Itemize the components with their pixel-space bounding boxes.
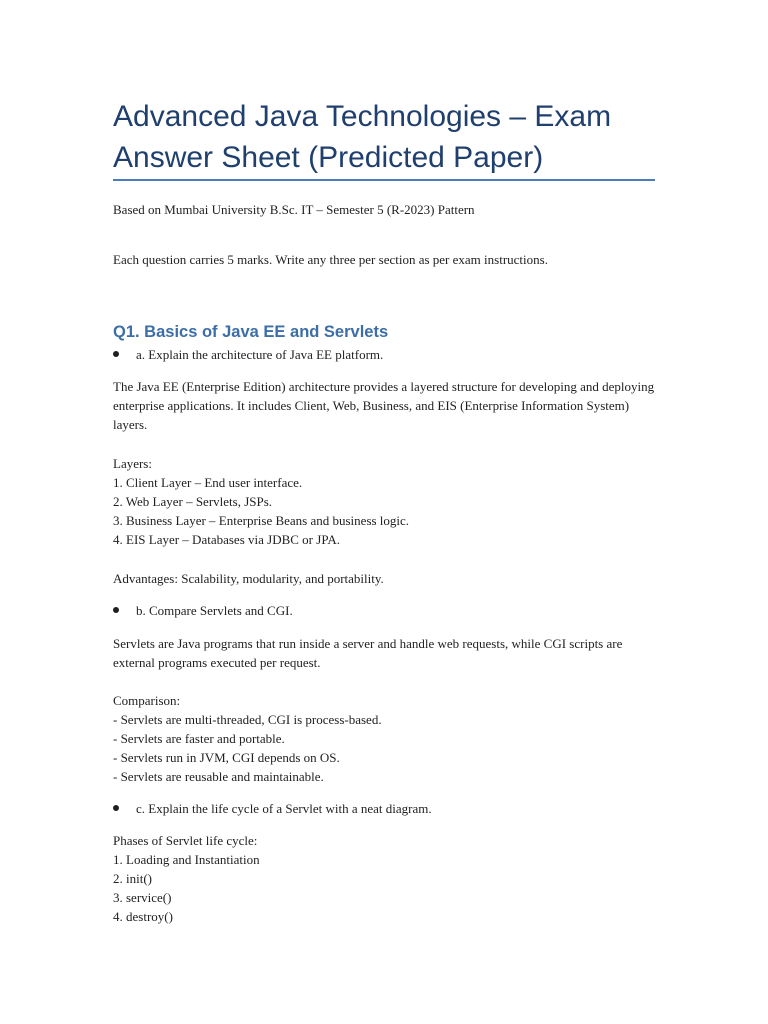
document-title: Advanced Java Technologies – Exam Answer Sheet (Predicted Paper) [113,100,612,174]
bullet-icon [113,805,119,811]
title-divider [113,179,655,181]
question-c-text: c. Explain the life cycle of a Servlet with a neat diagram. [136,801,432,816]
answer-b-intro: Servlets are Java programs that run inside a server and handle web requests, while CGI scripts are external programs executed per request. [113,636,623,670]
answer-c-phases: Phases of Servlet life cycle: 1. Loading and Instantiation 2. init() 3. service() 4. destroy() [113,833,260,924]
document-subtitle: Based on Mumbai University B.Sc. IT – Semester 5 (R-2023) Pattern [113,202,475,217]
question-a-text: a. Explain the architecture of Java EE platform. [136,347,384,362]
bullet-icon [113,607,119,613]
answer-a-advantages: Advantages: Scalability, modularity, and portability. [113,571,384,586]
section-heading-q1: Q1. Basics of Java EE and Servlets [113,323,389,341]
exam-instructions: Each question carries 5 marks. Write any three per section as per exam instructions. [113,252,548,267]
answer-a-layers: Layers: 1. Client Layer – End user interface. 2. Web Layer – Servlets, JSPs. 3. Business Layer – Enterprise Beans and business logic. 4. EIS Layer – Databases via JDBC or JPA. [113,456,410,547]
answer-b-comparison: Comparison: - Servlets are multi-threaded, CGI is process-based. - Servlets are faster and portable. - Servlets run in JVM, CGI depends on OS. - Servlets are reusable and maintainable. [113,693,382,784]
question-b-text: b. Compare Servlets and CGI. [136,603,293,618]
answer-a-intro: The Java EE (Enterprise Edition) architecture provides a layered structure for developing and deploying enterprise applications. It includes Client, Web, Business, and EIS (Enterprise Information System) layers. [113,379,655,432]
bullet-icon [113,351,119,357]
